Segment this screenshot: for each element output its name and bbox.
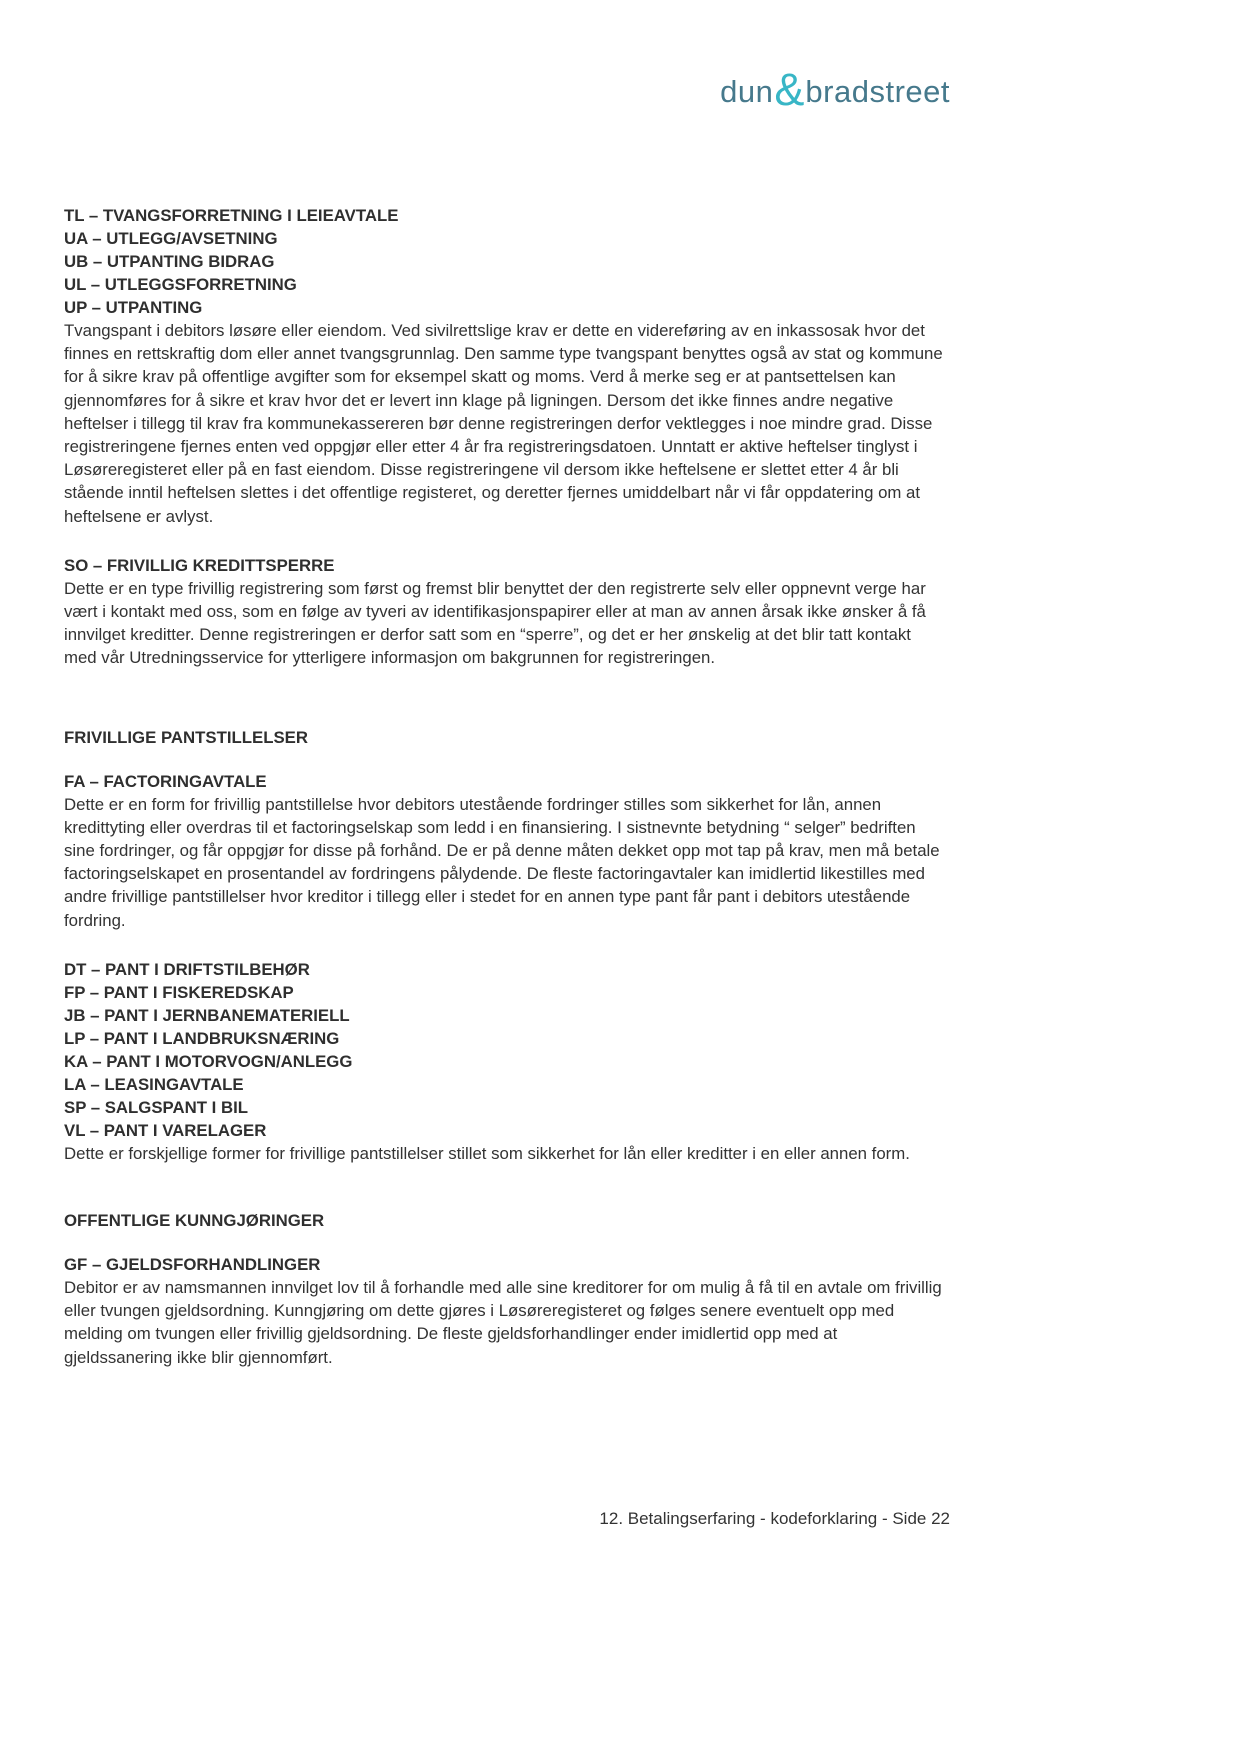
logo-word-bradstreet: bradstreet <box>805 74 950 109</box>
code-block-so <box>64 554 948 670</box>
code-heading-ka: KA – PANT I MOTORVOGN/ANLEGG <box>64 1051 353 1071</box>
code-heading-so: SO – FRIVILLIG KREDITTSPERRE <box>64 555 335 575</box>
code-heading-gf: GF – GJELDSFORHANDLINGER <box>64 1255 321 1275</box>
code-heading-la: LA – LEASINGAVTALE <box>64 1074 244 1094</box>
code-heading-sp: SP – SALGSPANT I BIL <box>64 1097 249 1117</box>
code-heading-lp: LP – PANT I LANDBRUKSNÆRING <box>64 1028 340 1048</box>
logo-word-dun: dun <box>720 74 774 109</box>
code-heading-ua: UA – UTLEGG/AVSETNING <box>64 229 278 248</box>
logo-ampersand-icon: & <box>774 64 805 115</box>
paragraph-fa: Dette er en form for frivillig pantstillelse hvor debitors utestående fordringer stilles som sikkerhet for lån, annen kredittyting eller overdras til et factoringselskap som ledd i en finansiering. I sistnevnte betydning “ selger” bedriften sine fordringer, og får oppgjør for disse på forhånd. De er på denne måten dekket opp mot tap på krav, men må betale factoringselskapet en prosentandel av fordringens pålydende. De fleste factoringavtaler kan imidlertid likestilles med andre frivillige pantstillelser hvor kreditor i tillegg eller i stedet for en annen type pant får pant i debitors utestående fordring. <box>64 794 940 930</box>
code-heading-vl: VL – PANT I VARELAGER <box>64 1120 267 1140</box>
section-heading-frivillige-pantstillelser: FRIVILLIGE PANTSTILLELSER <box>64 727 308 747</box>
code-heading-jb: JB – PANT I JERNBANEMATERIELL <box>64 1005 350 1025</box>
paragraph-gf: Debitor er av namsmannen innvilget lov til å forhandle med alle sine kreditorer for om mulig å få til en avtale om frivillig eller tvungen gjeldsordning. Kunngjøring om dette gjøres i Løsøreregisteret og følges senere eventuelt opp med melding om tvungen eller frivillig gjeldsordning. De fleste gjeldsforhandlinger ender imidlertid opp med at gjeldssanering ikke blir gjennomført. <box>64 1278 942 1367</box>
code-heading-fp: FP – PANT I FISKEREDSKAP <box>64 982 294 1002</box>
paragraph-tvangspant: Tvangspant i debitors løsøre eller eiendom. Ved sivilrettslige krav er dette en videreføring av en inkassosak hvor det finnes en rettskraftig dom eller annet tvangsgrunnlag. Den samme type tvangspant benyttes også av stat og kommune for å sikre krav på offentlige avgifter som for eksempel skatt og moms. Verd å merke seg er at pantsettelsen kan gjennomføres for å sikre et krav hvor det er levert inn klage på ligningen. Dersom det ikke finnes andre negative heftelser i tillegg til krav fra kommunekassereren bør denne registreringen derfor vektlegges i noe mindre grad. Disse registreringene fjernes enten ved oppgjør eller etter 4 år fra registreringsdatoen. Unntatt er aktive heftelser tinglyst i Løsøreregisteret eller på en fast eiendom. Disse registreringene vil dersom ikke heftelsene er slettet etter 4 år bli stående inntil heftelsen slettes i det offentlige registeret, og deretter fjernes umiddelbart når vi får oppdatering om at heftelsene er avlyst. <box>64 321 943 526</box>
code-block-pant <box>64 958 948 1165</box>
code-heading-dt: DT – PANT I DRIFTSTILBEHØR <box>64 959 310 979</box>
paragraph-pant: Dette er forskjellige former for frivillige pantstillelser stillet som sikkerhet for lån eller kreditter i en eller annen form. <box>64 1143 910 1163</box>
document-content <box>64 204 948 1369</box>
code-block-tvangspant <box>64 204 948 528</box>
code-block-fa <box>64 770 948 932</box>
code-heading-fa: FA – FACTORINGAVTALE <box>64 771 267 791</box>
code-block-gf <box>64 1253 948 1369</box>
code-heading-ul: UL – UTLEGGSFORRETNING <box>64 275 297 294</box>
paragraph-so: Dette er en type frivillig registrering som først og fremst blir benyttet der den registrerte selv eller oppnevnt verge har vært i kontakt med oss, som en følge av tyveri av identifikasjonspapirer eller at man av annen årsak ikke ønsker å få innvilget kreditter. Denne registreringen er derfor satt som en “sperre”, og det er her ønskelig at det blir tatt kontakt med vår Utredningsservice for ytterligere informasjon om bakgrunnen for registreringen. <box>64 578 926 668</box>
code-heading-tl: TL – TVANGSFORRETNING I LEIEAVTALE <box>64 206 399 225</box>
page-footer: 12. Betalingserfaring - kodeforklaring - Side 22 <box>599 1509 950 1528</box>
section-heading-offentlige-kunngjoringer: OFFENTLIGE KUNNGJØRINGER <box>64 1211 325 1231</box>
code-heading-up: UP – UTPANTING <box>64 298 203 317</box>
code-heading-ub: UB – UTPANTING BIDRAG <box>64 252 275 271</box>
dun-bradstreet-logo <box>0 64 950 115</box>
